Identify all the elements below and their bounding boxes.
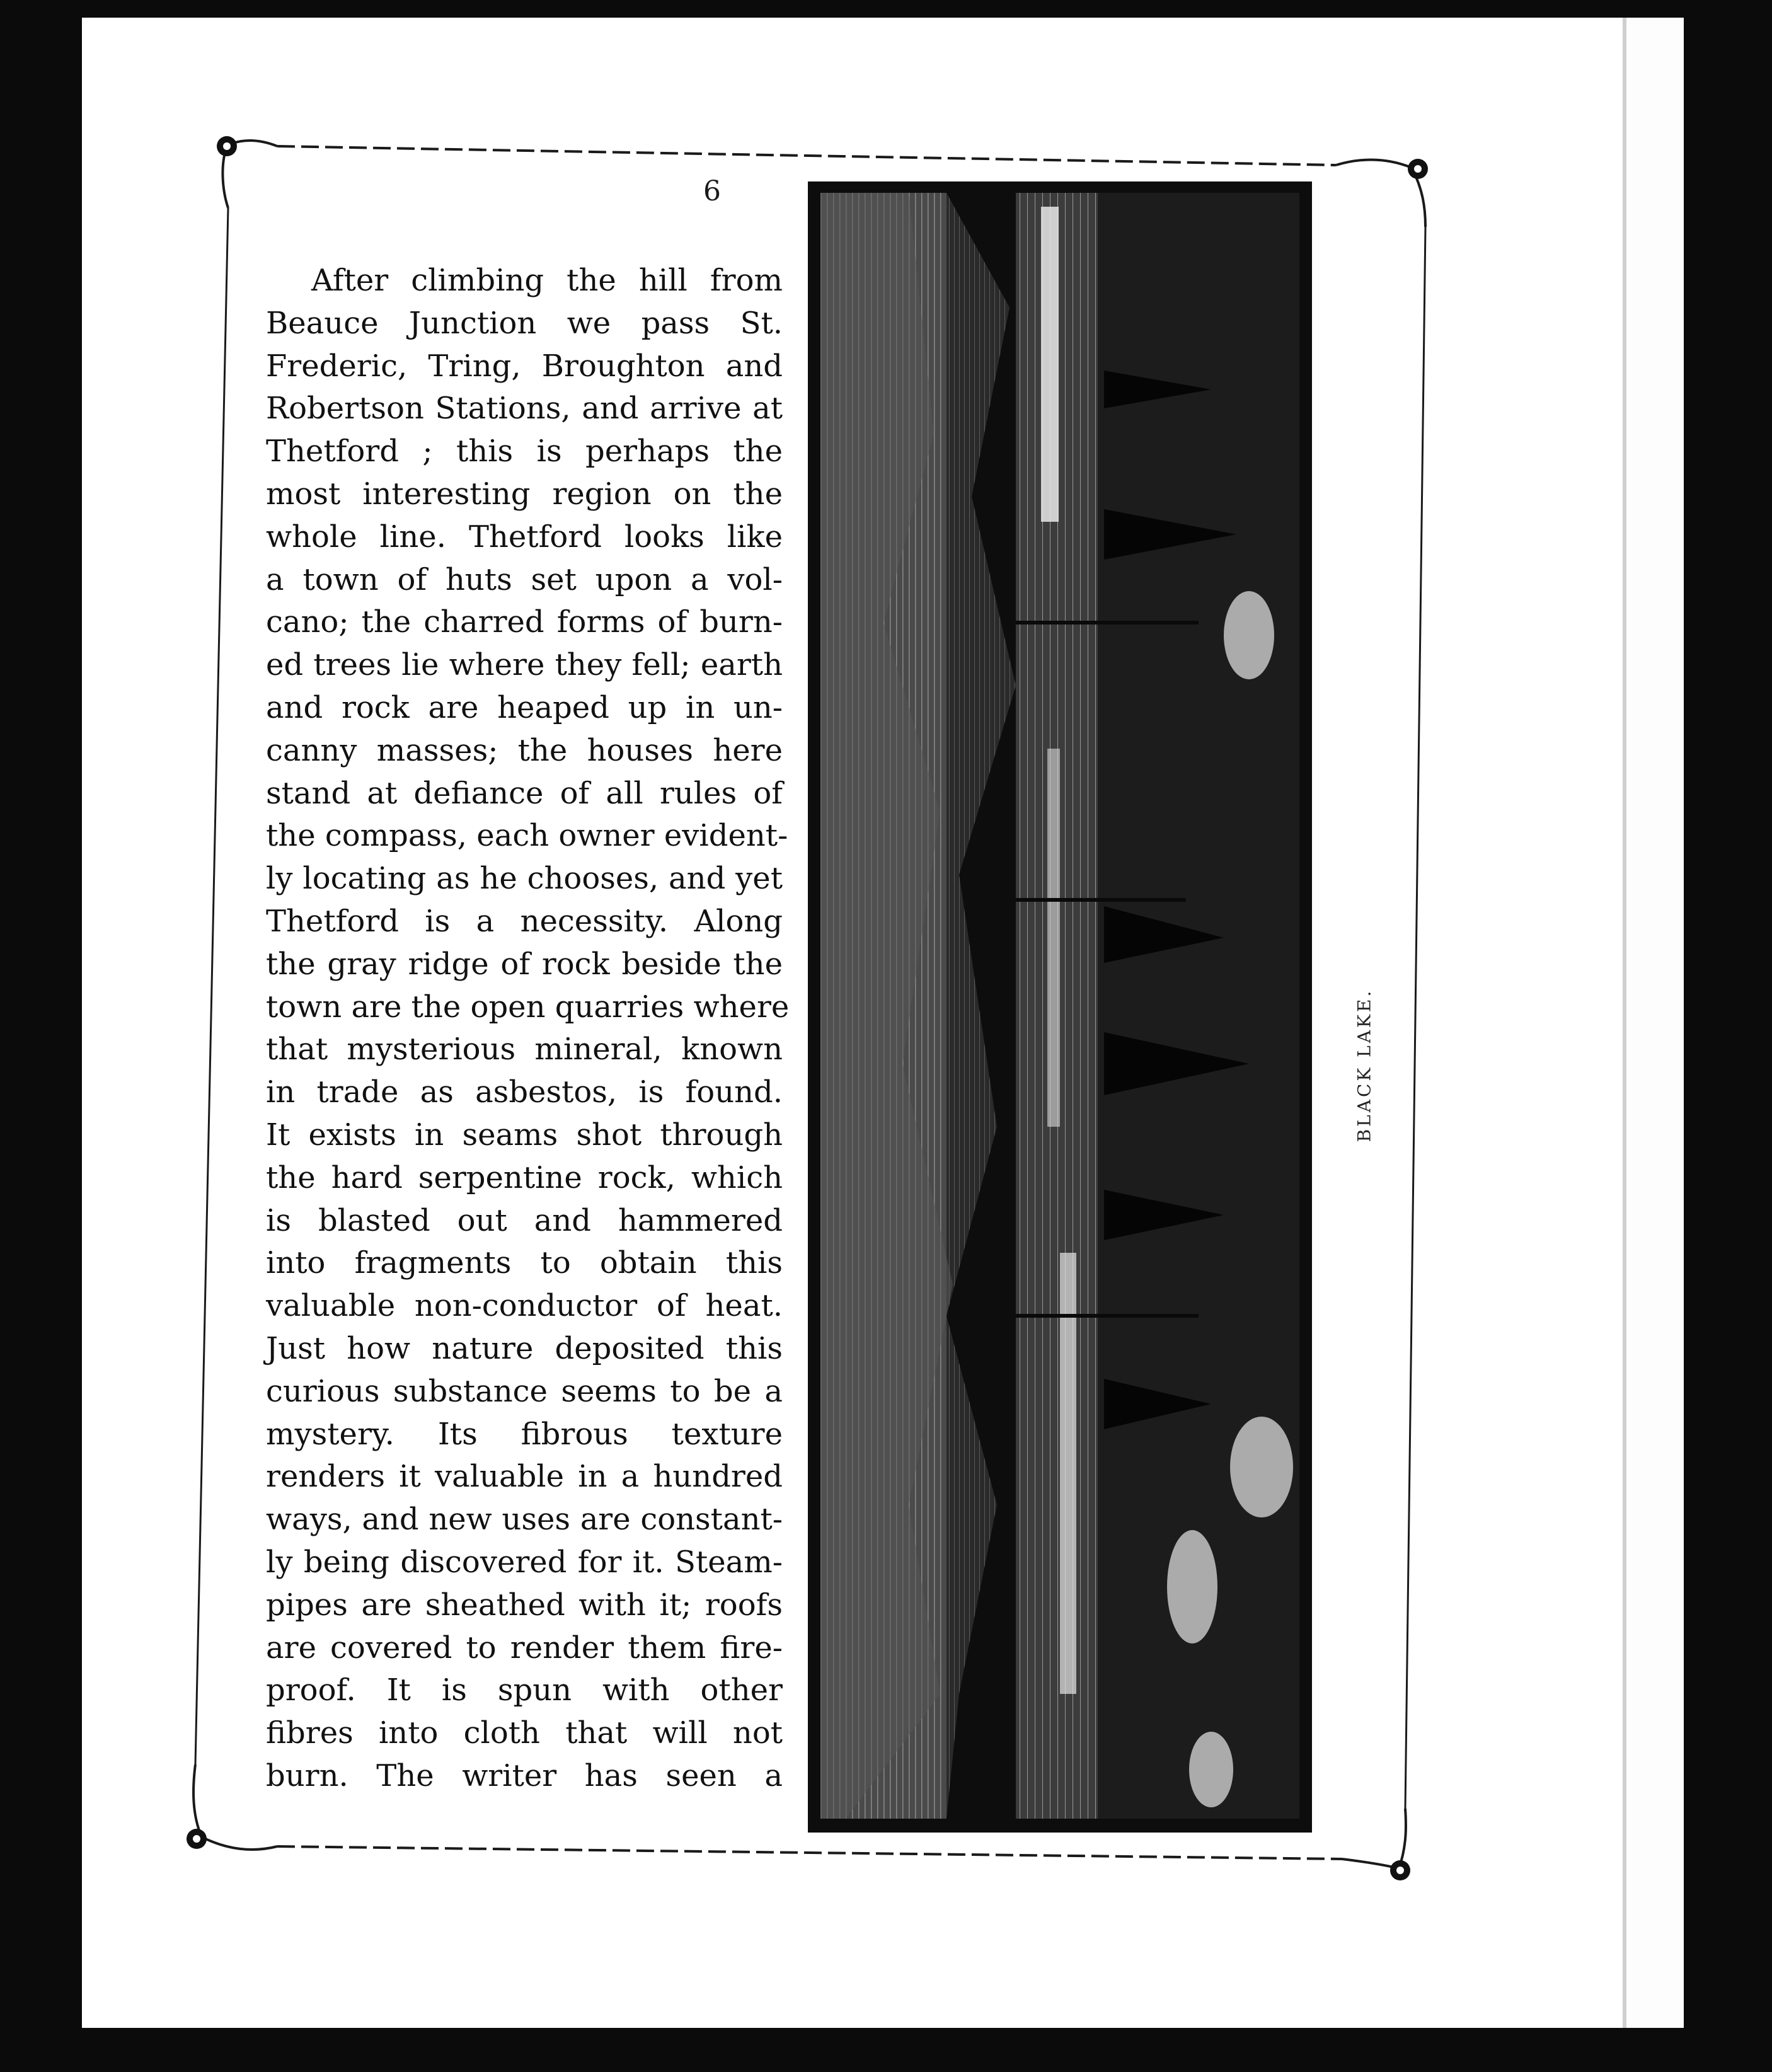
black-lake-engraving	[808, 181, 1312, 1833]
text-line: that mysterious mineral, known	[266, 1032, 783, 1068]
text-line: Thetford ; this is perhaps the	[266, 434, 783, 469]
text-line: It exists in seams shot through	[266, 1117, 783, 1153]
text-line: Thetford is a necessity. Along	[266, 903, 783, 939]
text-line: the compass, each owner evident-	[266, 818, 788, 854]
text-line: curious substance seems to be a	[266, 1373, 783, 1409]
text-line: ed trees lie where they fell; earth	[266, 647, 783, 683]
text-line: mystery. Its fibrous texture	[266, 1416, 783, 1452]
text-line: in trade as asbestos, is found.	[266, 1074, 783, 1110]
text-line: canny masses; the houses here	[266, 732, 783, 768]
text-line: Just how nature deposited this	[266, 1330, 783, 1366]
text-line: pipes are sheathed with it; roofs	[266, 1587, 783, 1623]
text-line: town are the open quarries where	[266, 989, 790, 1025]
text-line: ly locating as he chooses, and yet	[266, 861, 783, 897]
caption-text: BLACK LAKE.	[1354, 988, 1375, 1142]
text-line: burn. The writer has seen a	[266, 1758, 783, 1793]
text-line: stand at defiance of all rules of	[266, 775, 783, 811]
body-text	[266, 260, 790, 1798]
text-line: After climbing the hill from	[311, 263, 783, 298]
text-line: fibres into cloth that will not	[266, 1715, 783, 1751]
text-line: and rock are heaped up in un-	[266, 689, 783, 725]
text-line: ly being discovered for it. Steam-	[266, 1544, 783, 1580]
text-line: cano; the charred forms of burn-	[266, 604, 783, 640]
text-line: the hard serpentine rock, which	[266, 1160, 783, 1195]
text-line: into fragments to obtain this	[266, 1245, 783, 1281]
text-line: Robertson Stations, and arrive at	[266, 391, 783, 427]
text-line: a town of huts set upon a vol-	[266, 561, 783, 597]
text-line: are covered to render them fire-	[266, 1630, 783, 1666]
text-line: proof. It is spun with other	[266, 1672, 783, 1708]
text-line: the gray ridge of rock beside the	[266, 946, 783, 982]
text-line: most interesting region on the	[266, 476, 783, 512]
page-number: 6	[703, 175, 721, 207]
text-line: renders it valuable in a hundred	[266, 1459, 783, 1495]
illustration-caption	[1311, 933, 1418, 1197]
text-line: ways, and new uses are constant-	[266, 1502, 783, 1538]
text-line: is blasted out and hammered	[266, 1202, 783, 1238]
text-line: whole line. Thetford looks like	[266, 519, 783, 555]
text-line: Frederic, Tring, Broughton and	[266, 348, 783, 384]
text-line: valuable non-conductor of heat.	[266, 1288, 783, 1324]
text-line: Beauce Junction we pass St.	[266, 305, 783, 341]
